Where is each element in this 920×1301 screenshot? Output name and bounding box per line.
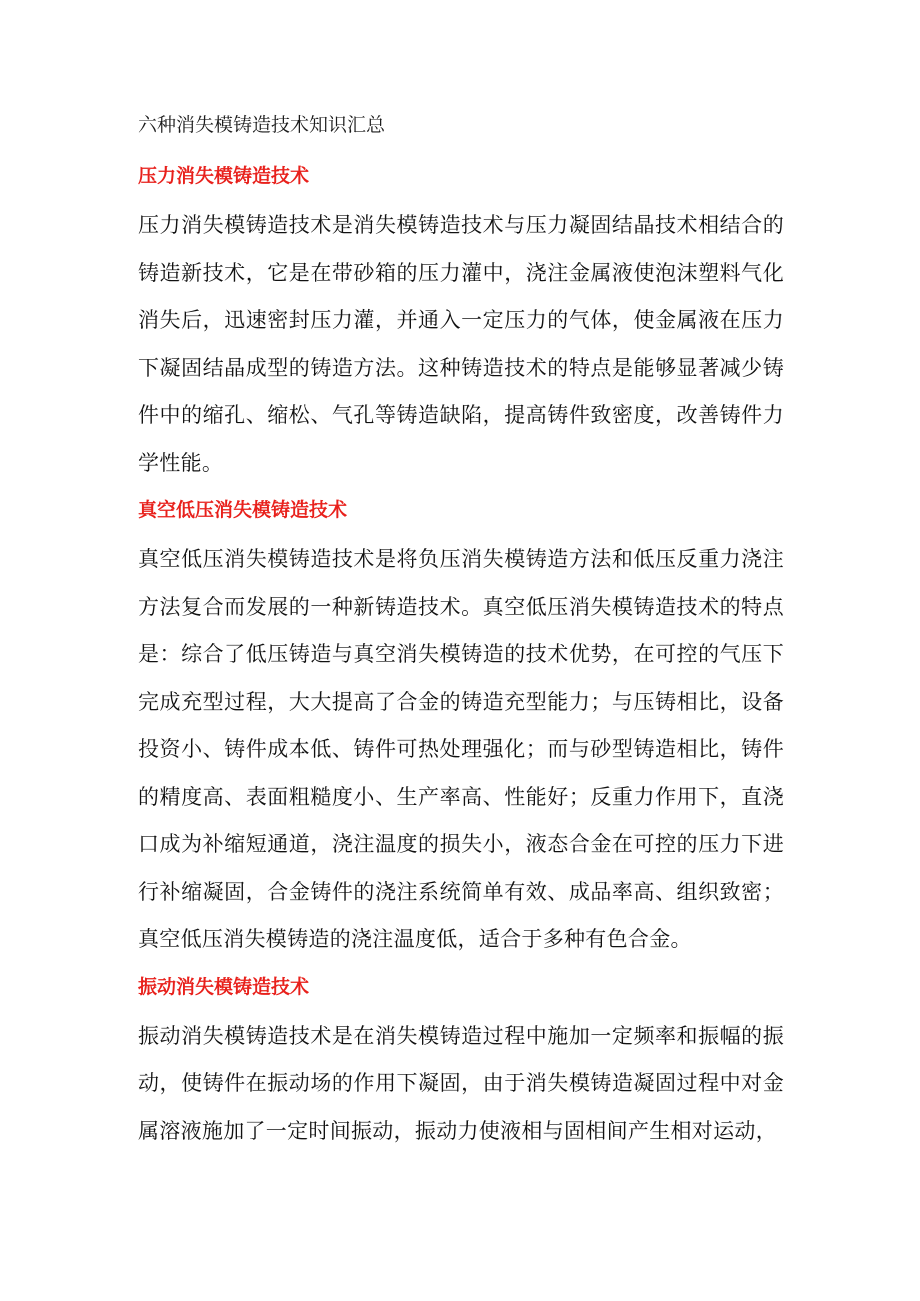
document-title: 六种消失模铸造技术知识汇总 <box>138 114 386 136</box>
section-body: 真空低压消失模铸造技术是将负压消失模铸造方法和低压反重力浇注方法复合而发展的一种新铸造技术。真空低压消失模铸造技术的特点是：综合了低压铸造与真空消失模铸造的技术优势，在可控的气压下完成充型过程，大大提高了合金的铸造充型能力；与压铸相比，设备投资小、铸件成本低、铸件可热处理强化；而与砂型铸造相比，铸件的精度高、表面粗糙度小、生产率高、性能好；反重力作用下，直浇口成为补缩短通道，浇注温度的损失小，液态合金在可控的压力下进行补缩凝固，合金铸件的浇注系统简单有效、成品率高、组织致密；真空低压消失模铸造的浇注温度低，适合于多种有色合金。 <box>138 547 784 951</box>
section-vacuum-low-pressure-lost-foam <box>138 490 784 964</box>
section-heading: 真空低压消失模铸造技术 <box>138 499 348 521</box>
section-vibration-lost-foam <box>138 967 784 1156</box>
section-pressure-lost-foam <box>138 156 784 487</box>
section-heading: 压力消失模铸造技术 <box>138 165 310 187</box>
section-heading: 振动消失模铸造技术 <box>138 975 310 998</box>
section-body: 振动消失模铸造技术是在消失模铸造过程中施加一定频率和振幅的振动，使铸件在振动场的作用下凝固，由于消失模铸造凝固过程中对金属溶液施加了一定时间振动，振动力使液相与固相间产生相对运动， <box>138 1023 784 1143</box>
section-body: 压力消失模铸造技术是消失模铸造技术与压力凝固结晶技术相结合的铸造新技术，它是在带砂箱的压力灌中，浇注金属液使泡沫塑料气化消失后，迅速密封压力灌，并通入一定压力的气体，使金属液在压力下凝固结晶成型的铸造方法。这种铸造技术的特点是能够显著减少铸件中的缩孔、缩松、气孔等铸造缺陷，提高铸件致密度，改善铸件力学性能。 <box>138 213 784 475</box>
